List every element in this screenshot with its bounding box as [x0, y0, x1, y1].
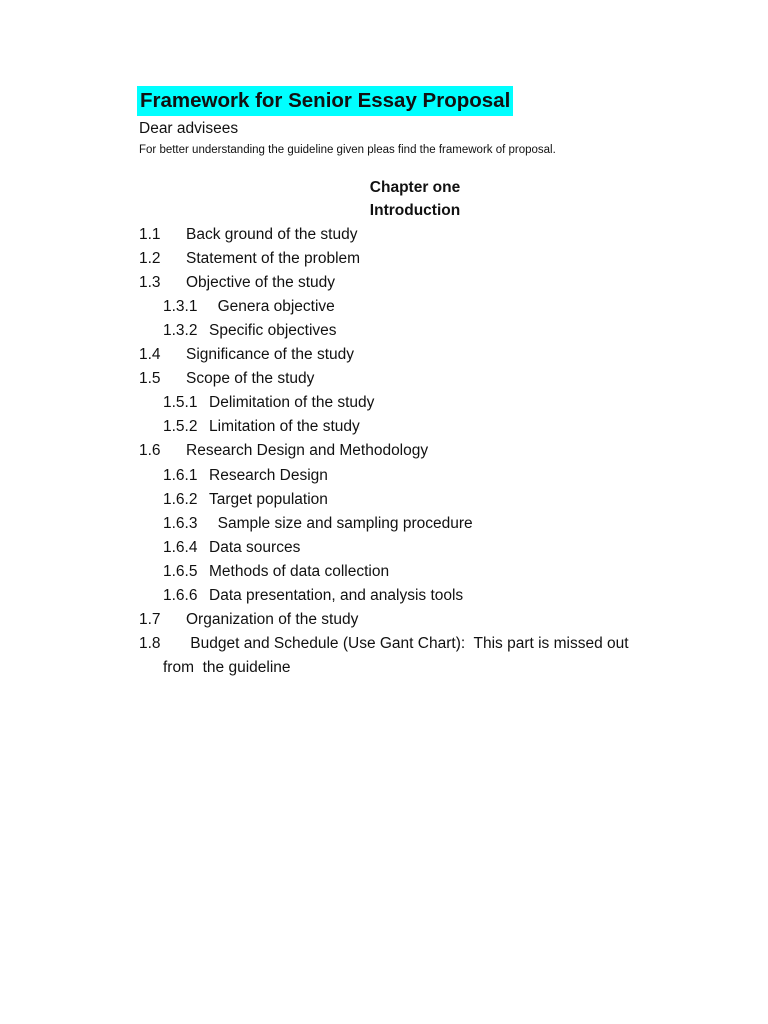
greeting: Dear advisees [139, 120, 239, 137]
toc-item-text: Budget and Schedule (Use Gant Chart): This part is missed out [186, 635, 629, 652]
toc-item-text: Specific objectives [209, 322, 337, 339]
toc-item [139, 249, 360, 269]
toc-item-text: Methods of data collection [209, 563, 390, 580]
toc-item [163, 297, 335, 317]
toc-item-number: 1.6.4 [163, 539, 198, 556]
toc-item-number: 1.5.2 [163, 418, 198, 435]
toc-item-text: Limitation of the study [209, 418, 360, 435]
toc-item [163, 393, 374, 413]
toc-item [163, 417, 360, 437]
toc-item [163, 538, 300, 558]
toc-item-text: Research Design [209, 467, 328, 484]
toc-item [163, 562, 389, 582]
toc-item-text: Data presentation, and analysis tools [209, 587, 464, 604]
toc-item-number: 1.1 [139, 226, 161, 243]
toc-item-number: 1.3 [139, 274, 161, 291]
toc-item [163, 490, 328, 510]
toc-item [163, 514, 473, 534]
toc-item [139, 610, 358, 630]
toc-item-text: Data sources [209, 539, 301, 556]
toc-item-text: Research Design and Methodology [186, 442, 429, 459]
toc-item-text: Scope of the study [186, 370, 315, 387]
intro-note: For better understanding the guideline given pleas find the framework of proposal. [139, 144, 556, 156]
toc-item-number: 1.6.1 [163, 467, 198, 484]
toc-item-text: Genera objective [209, 298, 335, 315]
toc-item-text: Organization of the study [186, 611, 359, 628]
toc-item [139, 225, 357, 245]
toc-item-text: Target population [209, 491, 328, 508]
toc-item [139, 441, 428, 461]
toc-item [139, 273, 335, 293]
toc-item [163, 466, 328, 486]
toc-item-text: Statement of the problem [186, 250, 361, 267]
toc-item-text: Significance of the study [186, 346, 355, 363]
toc-item-number: 1.4 [139, 346, 161, 363]
toc-item-number: 1.7 [139, 611, 161, 628]
toc-item-text: Sample size and sampling procedure [209, 515, 473, 532]
toc-item-number: 1.6 [139, 442, 161, 459]
toc-item-number: 1.8 [139, 635, 161, 652]
toc-item [163, 586, 463, 606]
toc-item-text: Delimitation of the study [209, 394, 375, 411]
chapter-title: Introduction [369, 202, 461, 219]
toc-item-number: 1.5 [139, 370, 161, 387]
toc-item [139, 345, 354, 365]
toc-item [139, 634, 629, 654]
toc-item-text: Back ground of the study [186, 226, 358, 243]
chapter-number: Chapter one [369, 179, 461, 196]
toc-item-number: 1.3.2 [163, 322, 198, 339]
toc-item-number: 1.6.5 [163, 563, 198, 580]
toc-item-continuation: from the guideline [163, 659, 291, 676]
toc-item-number: 1.6.6 [163, 587, 198, 604]
document-title: Framework for Senior Essay Proposal [137, 86, 513, 116]
toc-item-number: 1.5.1 [163, 394, 198, 411]
toc-item-number: 1.6.2 [163, 491, 198, 508]
toc-item [139, 369, 314, 389]
toc-item-number: 1.2 [139, 250, 161, 267]
toc-item-text: Objective of the study [186, 274, 336, 291]
toc-item-number: 1.3.1 [163, 298, 198, 315]
toc-item-number: 1.6.3 [163, 515, 198, 532]
toc-item [163, 321, 337, 341]
